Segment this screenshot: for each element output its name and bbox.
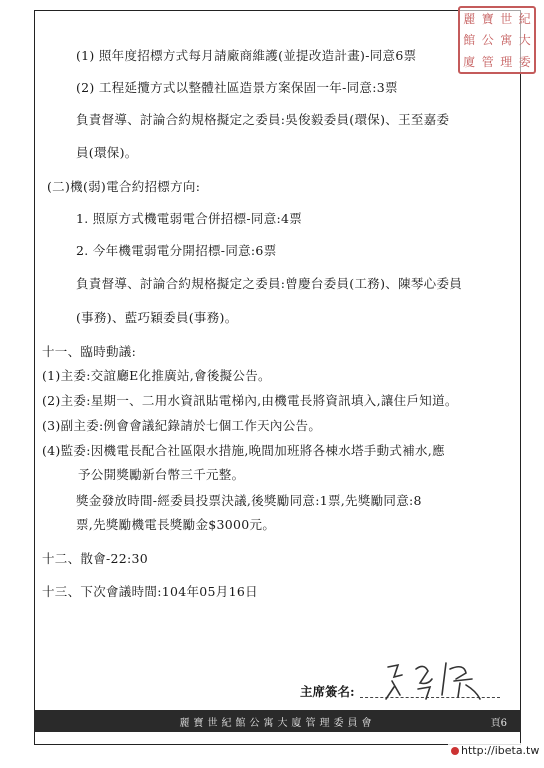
minutes-line: (二)機(弱)電合約招標方向: xyxy=(47,179,201,194)
minutes-line: 票,先獎勵機電長獎勵金$3000元。 xyxy=(76,517,276,532)
seal-char: 理 xyxy=(500,54,513,69)
minutes-line: 2. 今年機電弱電分開招標-同意:6票 xyxy=(76,243,277,258)
seal-char: 寓 xyxy=(500,33,513,48)
minutes-line: 負責督導、討論合約規格擬定之委員:吳俊毅委員(環保)、王至嘉委 xyxy=(76,112,450,127)
seal-char: 管 xyxy=(481,54,494,69)
minutes-line: (2) 工程延攬方式以整體社區造景方案保固一年-同意:3票 xyxy=(76,80,398,95)
minutes-line: 十一、臨時動議: xyxy=(42,344,137,359)
minutes-line: 1. 照原方式機電弱電合併招標-同意:4票 xyxy=(76,211,303,226)
handwritten-signature xyxy=(380,655,490,705)
minutes-line: 員(環保)。 xyxy=(76,145,138,160)
minutes-line: 獎金發放時間-經委員投票決議,後獎勵同意:1票,先獎勵同意:8 xyxy=(76,493,422,508)
watermark xyxy=(448,743,542,758)
minutes-line: (3)副主委:例會會議紀錄請於七個工作天內公告。 xyxy=(42,418,322,433)
minutes-line: (事務)、藍巧穎委員(事務)。 xyxy=(76,310,238,325)
seal-char: 館 xyxy=(463,33,476,48)
footer-bar xyxy=(34,710,521,732)
minutes-line: 負責督導、討論合約規格擬定之委員:曾慶台委員(工務)、陳琴心委員 xyxy=(76,276,463,291)
minutes-line: (1)主委:交誼廳E化推廣站,會後擬公告。 xyxy=(42,368,271,383)
minutes-line: 十二、散會-22:30 xyxy=(42,551,149,566)
seal-char: 委 xyxy=(518,54,531,69)
minutes-line: (4)監委:因機電長配合社區限水措施,晚間加班將各棟水塔手動式補水,應 xyxy=(42,443,445,458)
watermark-text: http://ibeta.tw xyxy=(461,744,540,757)
footer-title: 麗寶世紀館公寓大廈管理委員會 xyxy=(179,718,376,729)
seal-char: 公 xyxy=(481,33,494,48)
minutes-line: 十三、下次會議時間:104年05月16日 xyxy=(42,584,258,599)
seal-char: 廈 xyxy=(463,54,476,69)
page-number: 頁6 xyxy=(490,718,507,729)
seal-char: 大 xyxy=(518,33,531,48)
minutes-line: 予公開獎勵新台幣三千元整。 xyxy=(78,467,245,482)
minutes-line: (1) 照年度招標方式每月請廠商維護(並提改造計畫)-同意6票 xyxy=(76,48,417,63)
committee-seal xyxy=(458,6,536,74)
watermark-logo-icon xyxy=(451,747,459,755)
seal-char: 世 xyxy=(500,12,513,27)
seal-char: 紀 xyxy=(518,12,531,27)
seal-char: 寶 xyxy=(481,12,494,27)
chairman-signature-label: 主席簽名: xyxy=(300,684,355,699)
seal-char: 麗 xyxy=(463,12,476,27)
minutes-line: (2)主委:星期一、二用水資訊貼電梯內,由機電長將資訊填入,讓住戶知道。 xyxy=(42,393,458,408)
